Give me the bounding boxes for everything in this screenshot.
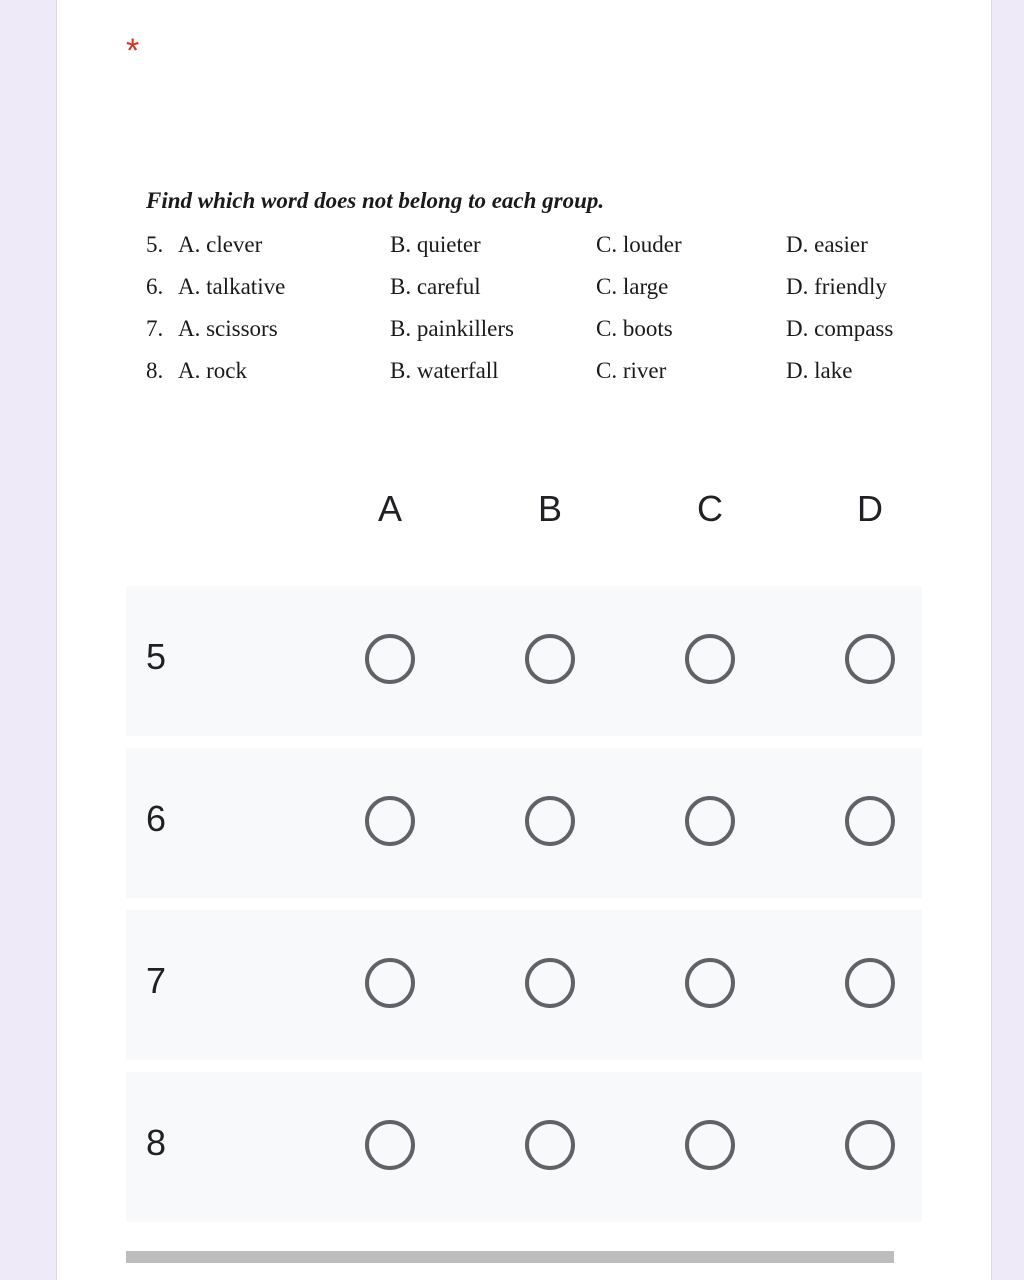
- column-header-b: B: [537, 488, 562, 529]
- radio-5-d[interactable]: [845, 634, 895, 684]
- row-label: 8: [146, 1122, 167, 1163]
- option-d-text: D. easier: [786, 232, 868, 257]
- radio-7-b[interactable]: [525, 958, 575, 1008]
- radio-8-d[interactable]: [845, 1120, 895, 1170]
- grid-row-5: [126, 586, 922, 736]
- option-b-text: B. quieter: [390, 232, 481, 257]
- radio-6-b[interactable]: [525, 796, 575, 846]
- column-header-d: D: [857, 488, 883, 529]
- radio-6-a[interactable]: [365, 796, 415, 846]
- radio-8-a[interactable]: [365, 1120, 415, 1170]
- question-item: [146, 358, 936, 388]
- radio-5-a[interactable]: [365, 634, 415, 684]
- option-c-text: C. river: [596, 358, 667, 383]
- radio-5-b[interactable]: [525, 634, 575, 684]
- option-d-text: D. lake: [786, 358, 853, 383]
- radio-6-c[interactable]: [685, 796, 735, 846]
- option-b-text: B. careful: [390, 274, 481, 299]
- column-header-c: C: [697, 488, 723, 529]
- radio-6-d[interactable]: [845, 796, 895, 846]
- radio-8-b[interactable]: [525, 1120, 575, 1170]
- option-a-text: A. talkative: [178, 274, 286, 299]
- option-a-text: A. scissors: [178, 316, 278, 341]
- item-number: 8.: [146, 358, 164, 383]
- radio-7-c[interactable]: [685, 958, 735, 1008]
- question-image: [146, 186, 936, 406]
- radio-5-c[interactable]: [685, 634, 735, 684]
- question-item: [146, 274, 936, 304]
- grid-row-7: [126, 910, 922, 1060]
- row-label: 5: [146, 636, 167, 677]
- grid-row-6: [126, 748, 922, 898]
- item-number: 6.: [146, 274, 164, 299]
- question-instruction: Find which word does not belong to each group.: [146, 188, 605, 213]
- option-a-text: A. rock: [178, 358, 247, 383]
- option-b-text: B. waterfall: [390, 358, 499, 383]
- item-number: 7.: [146, 316, 164, 341]
- option-c-text: C. louder: [596, 232, 682, 257]
- question-item: [146, 316, 936, 346]
- radio-8-c[interactable]: [685, 1120, 735, 1170]
- option-d-text: D. compass: [786, 316, 894, 341]
- grid-row-8: [126, 1072, 922, 1222]
- radio-7-a[interactable]: [365, 958, 415, 1008]
- item-number: 5.: [146, 232, 164, 257]
- required-asterisk: *: [126, 32, 140, 70]
- option-d-text: D. friendly: [786, 274, 887, 299]
- radio-7-d[interactable]: [845, 958, 895, 1008]
- option-b-text: B. painkillers: [390, 316, 514, 341]
- option-c-text: C. large: [596, 274, 669, 299]
- option-a-text: A. clever: [178, 232, 263, 257]
- row-label: 6: [146, 798, 167, 839]
- row-label: 7: [146, 960, 167, 1001]
- option-c-text: C. boots: [596, 316, 673, 341]
- question-item: [146, 232, 936, 262]
- horizontal-scrollbar[interactable]: [126, 1251, 894, 1263]
- column-header-a: A: [377, 488, 402, 529]
